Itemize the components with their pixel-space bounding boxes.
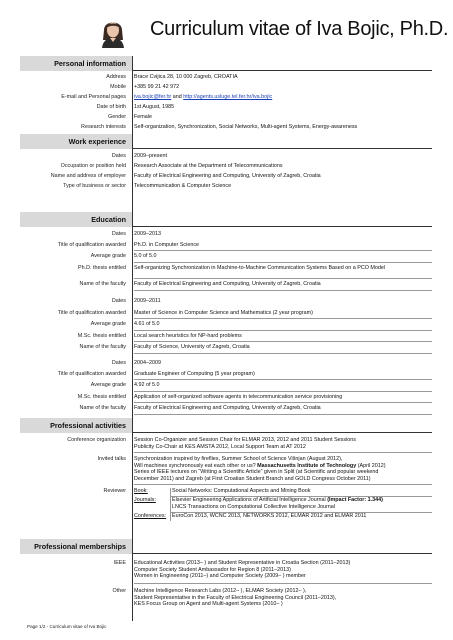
- row-label: IEEE: [113, 560, 126, 566]
- row-label: Address: [106, 74, 126, 80]
- row-value: 2004–2009: [134, 360, 161, 366]
- section-divider: [132, 226, 432, 227]
- row-label: Average grade: [90, 321, 126, 327]
- text-line: Educational Activities (2013– ) and Student Representative in Croatia Section (2011–2013): [134, 560, 351, 566]
- row-value: [134, 437, 434, 450]
- row-label: Gender: [108, 114, 126, 120]
- row-value: Faculty of Science, University of Zagreb, Croatia: [134, 344, 250, 350]
- text-line: Student Representative in the Faculty of Electrical Engineering Council (2011–2013),: [134, 594, 337, 601]
- section-memberships-heading: Professional memberships: [20, 539, 132, 554]
- column-separator: [170, 488, 171, 521]
- row-separator: [134, 484, 432, 485]
- row-separator: [170, 512, 432, 513]
- journals-value-2: LNCS Transactions on Computational Collective Intelligence Journal: [172, 504, 336, 510]
- row-value: Application of self-organized software agents in telecommunication service provisioning: [134, 394, 343, 400]
- book-label: Book:: [134, 488, 148, 494]
- row-value: Local search heuristics for NP-hard problems: [134, 333, 242, 339]
- page-footer: Page 1/2 - Curriculum vitae of Iva Bojic: [27, 624, 107, 629]
- text-line: Series of IEEE lectures on “Writing a Scientific Article” given in Split (at Scientific and popular weekend: [134, 469, 379, 476]
- row-separator: [134, 391, 432, 392]
- section-divider: [132, 148, 432, 149]
- section-divider: [132, 432, 432, 433]
- row-value: Self-organization, Synchronization, Social Networks, Multi-agent Systems, Energy-awareness: [134, 124, 358, 130]
- journals-label: Journals:: [134, 497, 156, 503]
- row-label: Title of qualification awarded: [57, 310, 126, 316]
- and-text: and: [171, 94, 184, 100]
- row-label: Name of the faculty: [79, 281, 126, 287]
- row-label: Dates: [111, 298, 126, 304]
- row-label: Name and address of employer: [50, 173, 126, 179]
- row-value: 5.0 of 5.0: [134, 253, 157, 259]
- row-separator: [134, 402, 432, 403]
- personal-page-link[interactable]: http://agents.usluge.tel.fer.hr/iva.bojic: [183, 94, 273, 100]
- row-label: M.Sc. thesis entitled: [77, 333, 126, 339]
- row-separator: [134, 330, 432, 331]
- text-segment: (April 2012): [356, 462, 386, 469]
- row-value: Telecommunication & Computer Science: [134, 183, 232, 189]
- row-value: 2009–present: [134, 153, 167, 159]
- row-separator: [134, 290, 432, 291]
- conferences-value: EuroCon 2013, WCNC 2013, NETWORKS 2012, ELMAR 2012 and ELMAR 2011: [172, 513, 367, 519]
- row-value: Brace Cvijica 28, 10 000 Zagreb, CROATIA: [134, 74, 238, 80]
- book-value: Social Networks: Computational Aspects and Mining Book: [172, 488, 311, 494]
- text-line: Session Co-Organizer and Session Chair for ELMAR 2013, 2012 and 2011 Student Sessions: [134, 437, 356, 443]
- section-divider: [132, 70, 432, 71]
- text-line: KES Focus Group on Agent and Multi-agent Systems (2010– ): [134, 601, 283, 608]
- row-label: Other: [112, 588, 126, 594]
- row-separator: [134, 379, 432, 380]
- row-label: Date of birth: [96, 104, 126, 110]
- row-label: Occupation or position held: [60, 163, 126, 169]
- row-label: Invited talks: [97, 456, 126, 462]
- mit-bold-text: Massachusetts Institute of Technology: [257, 462, 357, 469]
- row-value: [134, 94, 434, 101]
- row-value: Research Associate at the Department of Telecommunications: [134, 163, 283, 169]
- row-label: Average grade: [90, 382, 126, 388]
- section-work-heading: Work experience: [20, 134, 132, 149]
- row-value: Faculty of Electrical Engineering and Computing, University of Zagreb, Croatia: [134, 405, 321, 411]
- row-value: Female: [134, 114, 152, 120]
- row-separator: [134, 341, 432, 342]
- row-value: Ph.D. in Computer Science: [134, 242, 200, 248]
- row-value: [134, 560, 434, 580]
- row-label: Title of qualification awarded: [57, 371, 126, 377]
- row-label: Conference organization: [67, 437, 126, 443]
- row-value: Faculty of Electrical Engineering and Computing, University of Zagreb, Croatia: [134, 281, 321, 287]
- row-label: Average grade: [90, 253, 126, 259]
- row-value: 4.61 of 5.0: [134, 321, 160, 327]
- row-label: Reviewer: [103, 488, 126, 494]
- text-line: Machine Intelligence Research Labs (2012– ), ELMAR Society (2012– ),: [134, 588, 307, 594]
- row-separator: [134, 262, 432, 263]
- row-value: 2009–2013: [134, 231, 161, 237]
- row-value: 1st August, 1985: [134, 104, 175, 110]
- text-line: Women in Engineering (2011–) and Computer Society (2009– ) member: [134, 573, 306, 580]
- section-professional-heading: Professional activities: [20, 418, 132, 433]
- row-separator: [134, 414, 432, 415]
- row-value: [134, 456, 434, 482]
- row-separator: [134, 353, 432, 354]
- row-value: Graduate Engineer of Computing (5 year program): [134, 371, 255, 377]
- row-separator: [134, 250, 432, 251]
- row-label: Ph.D. thesis entitled: [78, 265, 126, 271]
- text-line: Synchronization inspired by fireflies, Summer School of Science Višnjan (August 2012),: [134, 456, 343, 462]
- row-value: 2009–2011: [134, 298, 161, 304]
- row-value: [134, 588, 434, 608]
- row-label: E-mail and Personal pages: [61, 94, 126, 100]
- section-divider: [132, 553, 432, 554]
- page-title: Curriculum vitae of Iva Bojic, Ph.D.: [150, 18, 449, 40]
- row-separator: [134, 452, 432, 453]
- conferences-label: Conferences:: [134, 513, 167, 519]
- row-value: Master of Science in Computer Science and Mathematics (2 year program): [134, 310, 313, 316]
- row-label: Name of the faculty: [79, 405, 126, 411]
- text-line: December 2011) and Zagreb (at First Croatian Student Branch and GOLD Congress October 2011): [134, 475, 371, 482]
- profile-photo: [98, 16, 128, 48]
- text-line: Publicity Co-Chair at KES AMSTA 2012, Local Support Team at AT 2012: [134, 443, 306, 450]
- text-segment: Elsevier Engineering Applications of Artificial Intelligence Journal: [172, 497, 328, 503]
- row-separator: [170, 496, 432, 497]
- row-value: 4.92 of 5.0: [134, 382, 160, 388]
- impact-factor-text: (Impact Factor: 1.344): [327, 497, 383, 503]
- row-value: Faculty of Electrical Engineering and Computing, University of Zagreb, Croatia: [134, 173, 321, 179]
- row-label: Mobile: [110, 84, 126, 90]
- row-label: Dates: [111, 360, 126, 366]
- row-separator: [134, 278, 432, 279]
- row-label: Name of the faculty: [79, 344, 126, 350]
- row-value: +385 99 21 42 972: [134, 84, 180, 90]
- text-line: Computer Society Student Ambassador for Region 8 (2011–2013): [134, 566, 291, 573]
- reviewer-row: [20, 488, 432, 520]
- row-value: Self-organizing Synchronization in Machine-to-Machine Communication Systems Based on a PCO Model: [134, 265, 386, 271]
- text-segment: Will machines synchronously eat each other or us?: [134, 462, 258, 469]
- row-label: Dates: [111, 231, 126, 237]
- row-label: Title of qualification awarded: [57, 242, 126, 248]
- row-label: Research interests: [81, 124, 126, 130]
- row-separator: [134, 318, 432, 319]
- section-personal-heading: Personal information: [20, 56, 132, 71]
- row-label: Dates: [111, 153, 126, 159]
- row-label: Type of business or sector: [63, 183, 126, 189]
- email-link[interactable]: iva.bojic@fer.hr: [134, 94, 172, 100]
- row-label: M.Sc. thesis entitled: [77, 394, 126, 400]
- column-divider: [132, 56, 133, 621]
- text-line: [134, 463, 434, 470]
- journals-value: [172, 497, 383, 504]
- section-education-heading: Education: [20, 212, 132, 227]
- row-separator: [134, 583, 432, 584]
